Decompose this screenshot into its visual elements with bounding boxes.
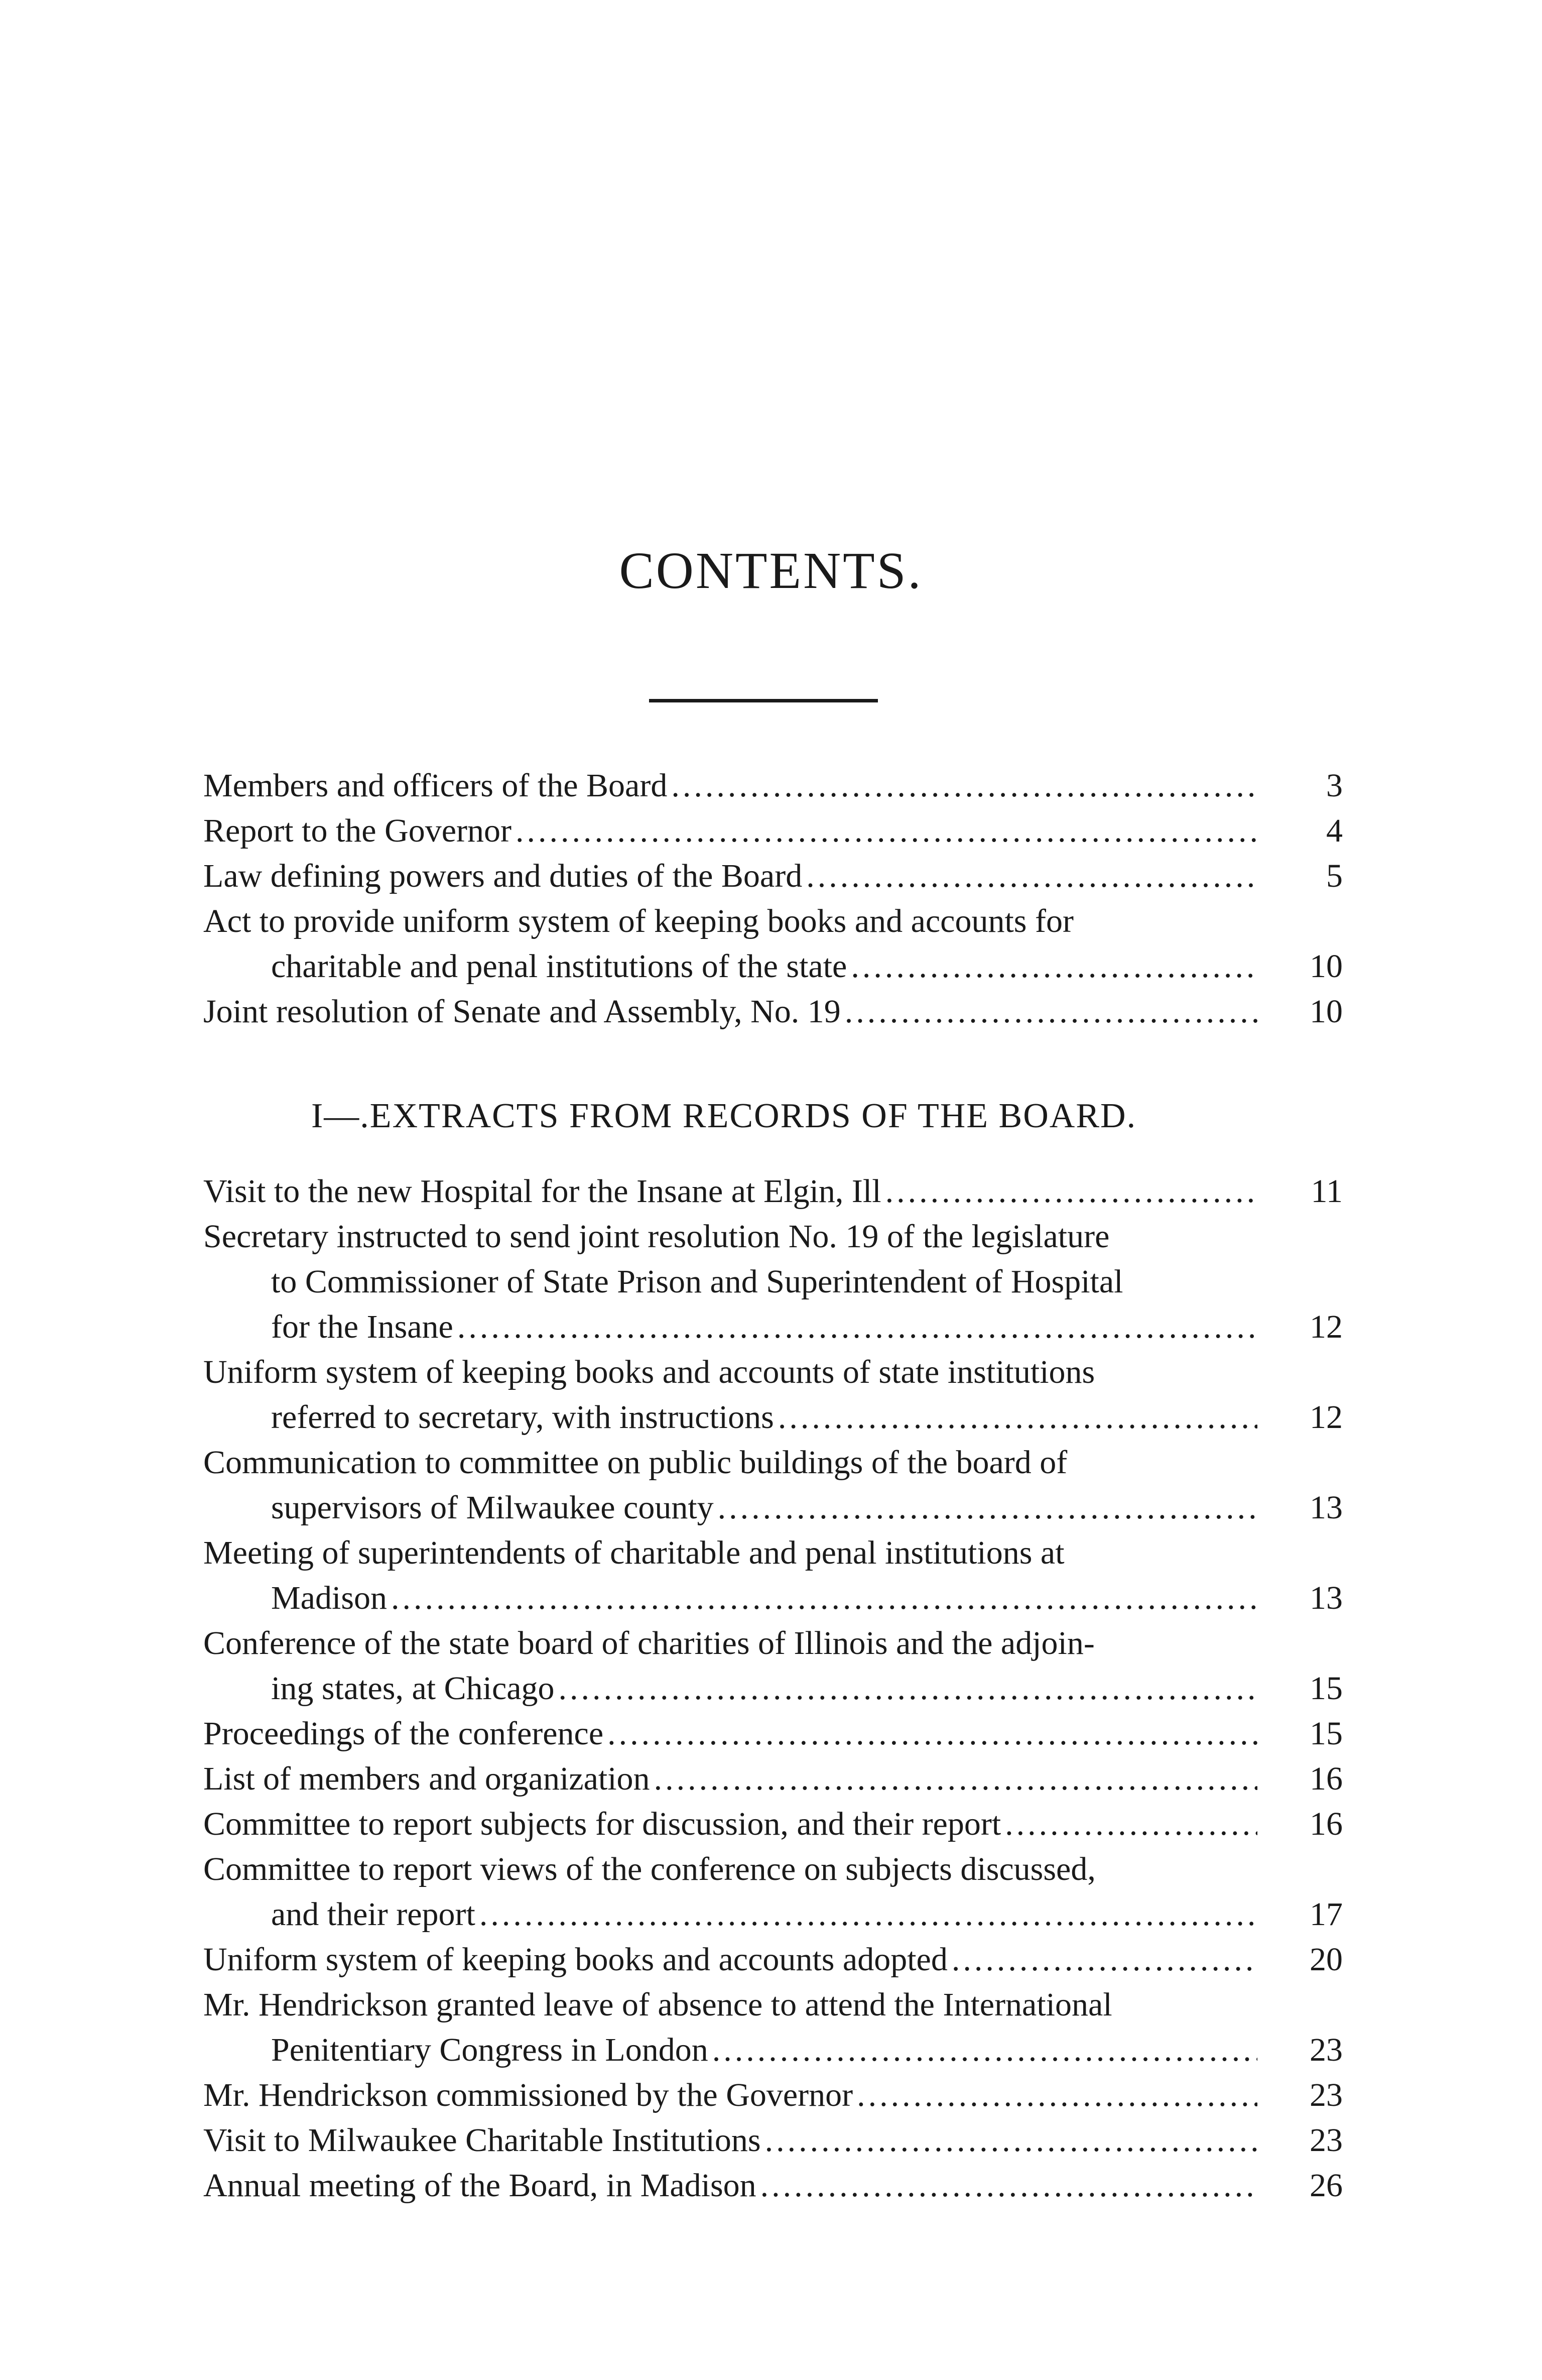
toc-entry xyxy=(203,808,1343,854)
dot-leader xyxy=(671,763,1257,808)
dot-leader xyxy=(845,989,1257,1034)
page-number: 17 xyxy=(1310,1896,1343,1933)
toc-entry-text: Meeting of superintendents of charitable and penal institutions at xyxy=(203,1534,1065,1571)
toc-entry-text: Annual meeting of the Board, in Madison xyxy=(203,2167,756,2204)
page-number: 15 xyxy=(1310,1715,1343,1752)
toc-entry-text: Law defining powers and duties of the Board xyxy=(203,858,803,894)
toc-entry xyxy=(203,2118,1343,2163)
page-title: CONTENTS. xyxy=(619,542,923,600)
page-number: 23 xyxy=(1310,2122,1343,2159)
toc-entry xyxy=(203,2073,1343,2118)
dot-leader xyxy=(765,2118,1257,2163)
toc-entry-text: Visit to Milwaukee Charitable Institutions xyxy=(203,2122,761,2159)
dot-leader xyxy=(885,1169,1257,1214)
dot-leader xyxy=(516,808,1257,854)
dot-leader xyxy=(718,1485,1257,1530)
page-number: 26 xyxy=(1310,2167,1343,2204)
toc-entry-line xyxy=(203,1350,1257,1395)
toc-entry-text: to Commissioner of State Prison and Superintendent of Hospital xyxy=(271,1263,1123,1300)
toc-entry-text: Uniform system of keeping books and accounts of state institutions xyxy=(203,1354,1095,1390)
toc-entry-continuation xyxy=(203,1259,1257,1304)
toc-entry xyxy=(203,1621,1343,1711)
dot-leader xyxy=(1005,1802,1257,1847)
page-number: 10 xyxy=(1310,993,1343,1030)
toc-entry-text: Report to the Governor xyxy=(203,812,512,849)
dot-leader xyxy=(712,2028,1257,2073)
toc-entry-line xyxy=(203,1937,1343,1982)
toc-entry xyxy=(203,1847,1343,1937)
toc-entry-text: List of members and organization xyxy=(203,1760,650,1797)
page-number: 20 xyxy=(1310,1941,1343,1978)
toc-entry-text: Conference of the state board of charities of Illinois and the adjoin- xyxy=(203,1625,1095,1661)
toc-entry-line xyxy=(203,989,1343,1034)
toc-entry-text: Visit to the new Hospital for the Insane at Elgin, Ill xyxy=(203,1173,881,1210)
toc-entry-line xyxy=(203,1711,1343,1756)
toc-entry-line xyxy=(203,1802,1343,1847)
toc-entry-line xyxy=(203,1621,1257,1666)
toc-entry-text: Uniform system of keeping books and accounts adopted xyxy=(203,1941,948,1978)
toc-entry xyxy=(203,1350,1343,1440)
toc-entry-text: charitable and penal institutions of the state xyxy=(271,948,847,985)
toc-entry xyxy=(203,989,1343,1034)
toc-entry xyxy=(203,854,1343,899)
toc-entry-text: Communication to committee on public buildings of the board of xyxy=(203,1444,1068,1481)
title-rule xyxy=(649,699,878,702)
toc-entry-line xyxy=(203,899,1257,944)
toc-entry-text: Mr. Hendrickson granted leave of absence to attend the International xyxy=(203,1986,1112,2023)
dot-leader xyxy=(559,1666,1257,1711)
toc-entry-continuation xyxy=(203,1395,1343,1440)
page-number: 11 xyxy=(1311,1173,1343,1210)
toc-entry-line xyxy=(203,808,1343,854)
page-number: 16 xyxy=(1310,1806,1343,1842)
page-number: 5 xyxy=(1326,858,1343,894)
toc-entry-line xyxy=(203,2073,1343,2118)
toc-entry-text: Mr. Hendrickson commissioned by the Governor xyxy=(203,2077,853,2113)
toc-entry-continuation xyxy=(203,944,1343,989)
toc-entry-text: Joint resolution of Senate and Assembly, No. 19 xyxy=(203,993,841,1030)
dot-leader xyxy=(607,1711,1257,1756)
toc-entry-continuation xyxy=(203,1576,1343,1621)
toc-entry-text: Madison xyxy=(271,1580,387,1616)
toc-entry-text: and their report xyxy=(271,1896,475,1933)
toc-entry-text: referred to secretary, with instructions xyxy=(271,1399,774,1436)
toc-entry-text: Secretary instructed to send joint resolution No. 19 of the legislature xyxy=(203,1218,1110,1255)
toc-entry-line xyxy=(203,1756,1343,1802)
toc-entry-text: ing states, at Chicago xyxy=(271,1670,555,1707)
toc-entry-continuation xyxy=(203,2028,1343,2073)
dot-leader xyxy=(806,854,1257,899)
toc-entry-text: Penitentiary Congress in London xyxy=(271,2032,708,2068)
dot-leader xyxy=(457,1304,1257,1350)
toc-entry xyxy=(203,1802,1343,1847)
toc-entry-line xyxy=(203,854,1343,899)
toc-entry-continuation xyxy=(203,1304,1343,1350)
toc-entry-continuation xyxy=(203,1485,1343,1530)
toc-entry-text: Committee to report subjects for discussion, and their report xyxy=(203,1806,1001,1842)
toc-entry-text: Members and officers of the Board xyxy=(203,767,668,804)
toc-entry-line xyxy=(203,1169,1343,1214)
toc-entry xyxy=(203,1214,1343,1350)
toc-entry-text: Act to provide uniform system of keeping books and accounts for xyxy=(203,903,1074,939)
toc-entry xyxy=(203,1169,1343,1214)
toc-entry xyxy=(203,1982,1343,2073)
page-number: 23 xyxy=(1310,2032,1343,2068)
page-number: 4 xyxy=(1326,812,1343,849)
toc-entry-text: supervisors of Milwaukee county xyxy=(271,1489,714,1526)
toc-entry-text: Committee to report views of the conference on subjects discussed, xyxy=(203,1851,1096,1887)
dot-leader xyxy=(391,1576,1257,1621)
section-entries-list xyxy=(203,1169,1343,2208)
page-number: 3 xyxy=(1326,767,1343,804)
dot-leader xyxy=(778,1395,1257,1440)
toc-entry-line xyxy=(203,1847,1257,1892)
toc-entry-line xyxy=(203,763,1343,808)
page-number: 16 xyxy=(1310,1760,1343,1797)
toc-entry-line xyxy=(203,1214,1257,1259)
section-heading: I—.EXTRACTS FROM RECORDS OF THE BOARD. xyxy=(311,1097,1137,1135)
dot-leader xyxy=(760,2163,1257,2208)
dot-leader xyxy=(479,1892,1257,1937)
toc-entry xyxy=(203,1530,1343,1621)
dot-leader xyxy=(857,2073,1257,2118)
page-number: 23 xyxy=(1310,2077,1343,2113)
page-number: 15 xyxy=(1310,1670,1343,1707)
toc-entry-text: for the Insane xyxy=(271,1308,453,1345)
toc-entry xyxy=(203,763,1343,808)
toc-entry xyxy=(203,1756,1343,1802)
toc-entry xyxy=(203,899,1343,989)
toc-entry-line xyxy=(203,2118,1343,2163)
page-number: 12 xyxy=(1310,1308,1343,1345)
dot-leader xyxy=(851,944,1257,989)
dot-leader xyxy=(952,1937,1257,1982)
toc-entry xyxy=(203,1711,1343,1756)
toc-entry-line xyxy=(203,1440,1257,1485)
toc-entry-continuation xyxy=(203,1892,1343,1937)
toc-entry-continuation xyxy=(203,1666,1343,1711)
toc-entry-line xyxy=(203,1530,1257,1576)
toc-entry xyxy=(203,1440,1343,1530)
toc-entry xyxy=(203,1937,1343,1982)
toc-entry-line xyxy=(203,2163,1343,2208)
toc-entry xyxy=(203,2163,1343,2208)
page-number: 12 xyxy=(1310,1399,1343,1436)
page-number: 10 xyxy=(1310,948,1343,985)
page-number: 13 xyxy=(1310,1580,1343,1616)
front-matter-list xyxy=(203,763,1343,1034)
page-number: 13 xyxy=(1310,1489,1343,1526)
toc-entry-text: Proceedings of the conference xyxy=(203,1715,604,1752)
toc-entry-line xyxy=(203,1982,1257,2028)
dot-leader xyxy=(654,1756,1257,1802)
